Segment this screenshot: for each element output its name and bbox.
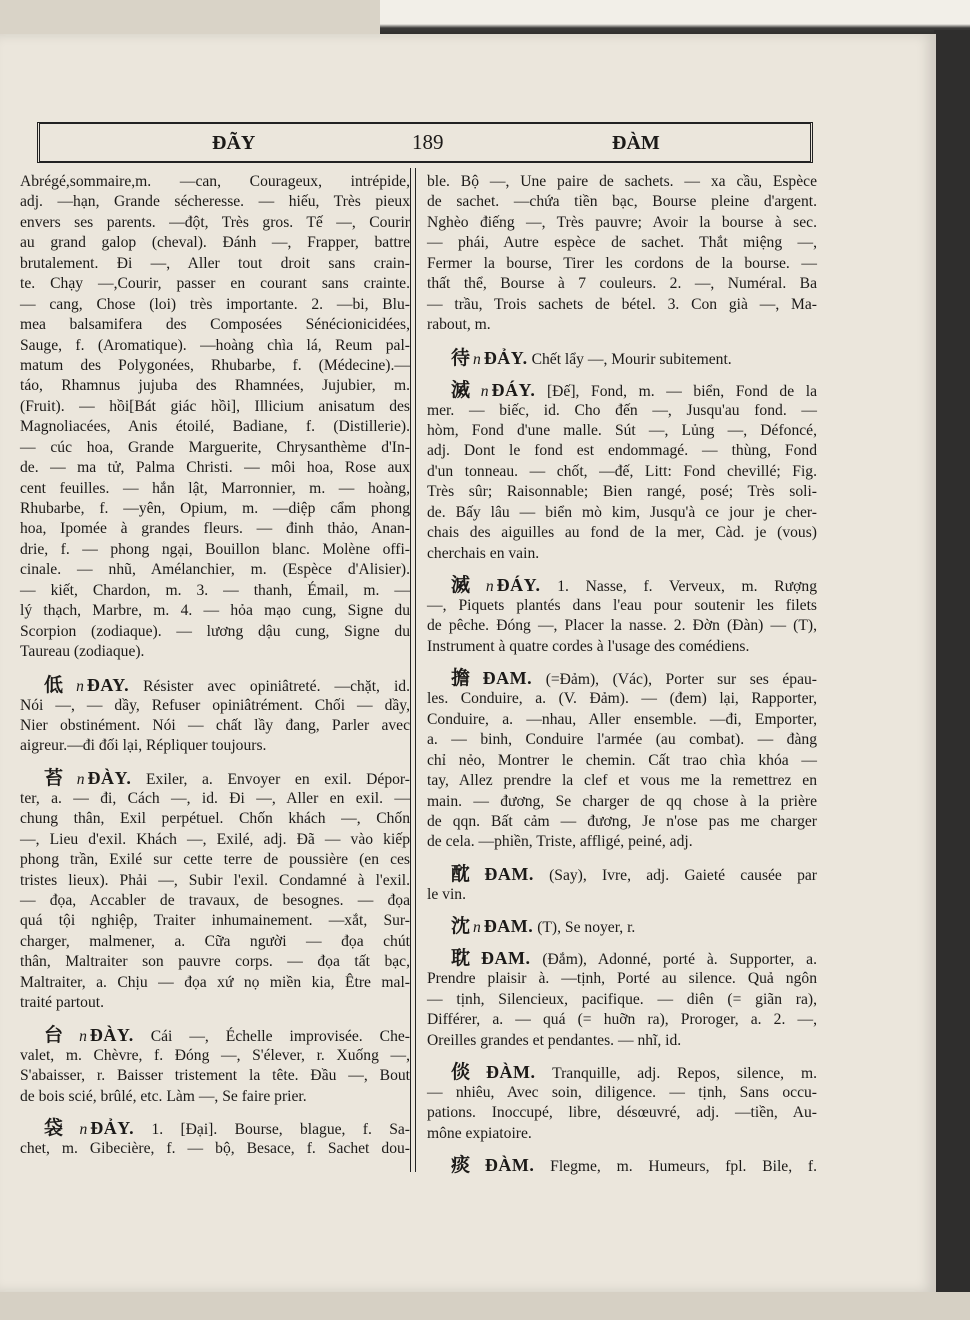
definition-line: mea balsamifera des Composées Sénécionicidées, [20,316,410,334]
headword-line [427,947,817,969]
definition-line: — tịnh, Silencieux, pacifique. — diên (= giãn ra), [427,990,817,1008]
definition-line: de bois scié, brûlé, etc. Làm —, Se faire prier. [20,1087,307,1105]
headword-line [427,1154,817,1176]
book-edge-top [380,0,970,36]
dictionary-entry [427,947,817,1051]
dictionary-entry [427,667,817,853]
headword-line [20,674,410,696]
headword-character: 袋 [44,1117,77,1139]
part-of-speech: n [480,382,489,400]
headword-romanization: ĐAM. [483,916,534,937]
headword-romanization: ĐAM. [482,668,533,689]
definition-line: Nói —, — dầy, Refuser opiniâtrément. Chối — dầy, [20,696,410,714]
definition-line: —, Piquets plantés dans l'eau pour soutenir les filets [427,597,817,614]
book-edge-right [934,30,970,1320]
headword-character: 台 [44,1024,77,1046]
definition-text: Cái —, Échelle improvisée. Che- [150,1027,410,1045]
definition-line: phong trần, Exilé sur cette terre de poussière (en ces [20,851,410,869]
headword [20,1024,134,1046]
headword-character: 倓 [451,1062,483,1083]
definition-line: aigreur.—đi đối lại, Répliquer toujours. [20,737,267,755]
definition-line: de sachet. —chứa tiền bạc, Bourse pleine d'argent. [427,193,817,211]
headword-character: 苔 [44,767,74,789]
definition-line: brutalement. Đi —, Aller tout droit sans crain- [20,254,410,272]
headword-romanization: ĐAY. [86,674,130,695]
definition-line: de cela. —phiền, Triste, affligé, peiné, adj. [427,833,693,851]
header-right-guide-word: ĐÀM [612,132,660,154]
dictionary-entry [427,574,817,657]
definition-line: hoa, Ipomée à grandes fleurs. — đinh thảo, Anan- [20,520,410,538]
headword-character: 擔 [451,668,480,690]
headword-romanization: ĐÁY. [491,379,536,400]
headword-line [20,1117,410,1139]
part-of-speech: n [79,1120,88,1138]
running-header [37,122,813,163]
definition-line: chet, m. Gibecière, f. — bộ, Besace, f. Sachet dou- [20,1139,410,1157]
dictionary-entry [20,674,410,757]
definition-line: tay, Allez prendre la clef et vous me la remettrez en [427,772,817,790]
headword-romanization: ĐÀM. [484,1155,535,1176]
definition-line: S'abaisser, r. Baisser tristement la tête. Đầu —, Bout [20,1067,410,1085]
headword [427,379,536,401]
definition-line: — đọa, Accabler de travaux, de besognes. — đọa [20,892,410,909]
page-number: 189 [412,130,444,154]
definition-line: pations. Inoccupé, libre, désœuvré, adj. —tiền, Au- [427,1104,817,1122]
dictionary-entry [427,379,817,565]
headword-line [427,379,817,401]
definition-line: drie, f. — phong ngại, Bouillon blanc. Molène offi- [20,540,410,558]
definition-line: traité partout. [20,994,104,1012]
definition-line: tristes lieux). Phải —, Subir l'exil. Condamné à l'exil. [20,871,410,889]
definition-line: — trầu, Trois sachets de bétel. 3. Con già —, Ma- [427,295,817,313]
definition-line: chỉ nẻo, Montrer le chemin. Cất trao chìa khóa — [427,751,817,769]
definition-line: Instrument à quatre cordes à l'usage des comédiens. [427,637,750,655]
headword-character: 痰 [451,1155,482,1177]
definition-line: chais des aiguilles au fond de la mer, Càd. je (vous) [427,524,817,542]
definition-line: au grand galop (cheval). Đánh —, Frapper, battre [20,234,410,252]
headword [427,916,534,938]
definition-line: (Fruit). — hồi[Bát giác hồi], Illicium anisatum des [20,397,410,415]
definition-line: Rhubarbe, f. —yên, Opium, m. —diệp cẩm phong [20,500,410,517]
definition-text: (T), Se noyer, r. [537,919,636,937]
headword [20,674,130,696]
continued-entry [20,172,410,663]
definition-line: — cang, Chose (loi) très importante. 2. —bi, Blu- [20,295,410,313]
definition-line: main. — đương, Se charger de qq chose à la prière [427,792,817,810]
definition-line: charger, malmener, a. Cữa người — đọa chút [20,932,410,950]
headword-romanization: ĐÀY. [89,1024,134,1045]
headword [427,668,533,690]
part-of-speech: n [485,578,494,595]
definition-text: Tranquille, adj. Repos, silence, m. [552,1065,817,1082]
headword [427,347,528,369]
headword [20,1117,135,1139]
definition-line: Fermer la bourse, Tirer les cordons de la bourse. — [427,254,817,272]
definition-text: (Đắm), Adonné, porté à. Supporter, a. [542,951,817,969]
definition-line: Nghèo điếng —, Très pauvre; Avoir la bourse à sec. [427,213,817,231]
definition-line: hòm, Fond d'une malle. Sút —, Lủng —, Défoncé, [427,421,817,439]
headword-romanization: ĐAM. [480,948,531,969]
part-of-speech: n [76,770,85,788]
definition-line: valet, m. Chèvre, f. Đóng —, S'élever, r. Xuống —, [20,1046,410,1064]
definition-line: de. Bấy lâu — biển mò kim, Jusqu'à ce jour je cher- [427,503,817,521]
right-column [427,172,817,1186]
headword-line [427,347,817,369]
dictionary-entry [20,767,410,1014]
headword-character: 沈 [451,916,471,938]
headword-romanization: ĐÁY. [496,575,541,595]
headword [427,1155,535,1177]
headword [427,1062,536,1083]
definition-line: de qqn. Bất cảm — đương, Je n'ose pas me charger [427,812,817,830]
definition-line: adj. —hạn, Grande sécheresse. — hiếu, Très pieux [20,193,410,211]
definition-line: Nier obstinément. Nói — chất lầy đang, Parler avec [20,716,410,734]
headword-romanization: ĐẢY. [483,347,528,368]
headword [427,863,534,885]
definition-line: lý thạch, Marbre, m. 4. — hỏa mạo cung, Signe du [20,602,410,620]
left-column [20,172,410,1169]
column-divider [410,168,416,1172]
definition-text: (=Đảm), (Vác), Porter sur ses épau- [545,671,817,689]
definition-line: —, Lieu d'exil. Khách —, Exilé, adj. Đã — vào kiếp [20,830,410,848]
definition-line: cinale. — nhũ, Amélanchier, m. (Espèce d'Alisier). [20,561,410,579]
definition-line: ble. Bộ —, Une paire de sachets. — xa cầu, Espèce [427,173,817,190]
definition-line: Conduire, a. —nhau, Aller ensemble. —đi, Emporter, [427,710,817,728]
headword [427,575,541,596]
definition-line: Oreilles grandes et pendantes. — nhĩ, id. [427,1031,682,1049]
definition-line: les. Conduire, a. (V. Đảm). — (đem) lại, Rapporter, [427,690,817,708]
definition-line: ter, a. — đi, Cách —, id. Đi —, Aller en exil. — [20,789,410,807]
definition-line: envers ses parents. —đột, Très gros. Tế —, Courir [20,213,410,231]
headword-character: 耽 [451,948,478,970]
definition-line: Magnoliacées, Anis étoilé, Badiane, f. (Distillerie). [20,418,410,436]
headword-character: 待 [451,347,471,369]
continued-entry [427,172,817,336]
part-of-speech: n [473,919,481,937]
headword-line [427,863,817,885]
dictionary-entry [20,1024,410,1107]
definition-text: (Say), Ivre, adj. Gaieté causée par [549,866,817,884]
definition-line: Taureau (zodiaque). [20,643,145,661]
definition-line: quá tội nghiệp, Traiter inhumainement. —xắt, Sur- [20,912,410,930]
dictionary-entry [427,347,817,369]
definition-line: rabout, m. [427,316,491,334]
headword [427,948,531,970]
definition-line: matum des Polygonées, Rhubarbe, f. (Médecine).— [20,356,410,374]
definition-line: cherchais en vain. [427,544,540,562]
definition-line: táo, Rhamnus jujuba des Rhamnées, Jujubier, m. [20,377,410,395]
definition-line: — phái, Autre espèce de sachet. Thắt miệng —, [427,234,817,252]
definition-line: mône expiatoire. [427,1124,532,1142]
definition-line: Sauge, f. (Aromatique). —hoàng chìa lá, Reum pal- [20,336,410,354]
definition-line: — nhiêu, Avec soin, diligence. — tịnh, Sans occu- [427,1084,817,1101]
headword-line [427,574,817,596]
definition-text: Résister avec opiniâtreté. —chặt, id. [143,677,410,695]
definition-line: de. — ma tử, Palma Christi. — môi hoa, Rose aux [20,459,410,477]
definition-line: te. Chạy —,Courir, passer en courant sans crainte. [20,275,410,293]
headword-character: 低 [44,674,74,696]
dictionary-entry [427,915,817,937]
headword-line [427,1061,817,1083]
definition-line: Différer, a. — quá (= huỡn ra), Proroger, a. 2. —, [427,1011,817,1029]
definition-line: Scorpion (zodiaque). — lương dậu cung, Signe du [20,622,410,640]
headword-romanization: ĐÀY. [87,767,132,788]
headword-line [427,915,817,937]
definition-line: a. — binh, Conduire l'armée (au combat). — đàng [427,731,817,749]
definition-text: Chết lẩy —, Mourir subitement. [531,350,732,368]
headword-line [20,1024,410,1046]
headword [20,767,132,789]
dictionary-entry [20,1117,410,1159]
headword-romanization: ĐẢY. [90,1117,135,1138]
definition-line: de pêche. Đóng —, Placer la nasse. 2. Đờn (Đàn) — (T), [427,617,817,635]
definition-line: Prendre plaisir à. —tịnh, Porté au silence. Quả ngôn [427,970,817,988]
definition-text: Flegme, m. Humeurs, fpl. Bile, f. [550,1158,817,1176]
headword-character: 滅 [451,379,478,401]
part-of-speech: n [473,350,481,368]
definition-line: Abrégé,sommaire,m. —can, Courageux, intrépide, [20,173,410,190]
headword-romanization: ĐAM. [484,863,534,884]
header-left-guide-word: ĐÃY [212,132,256,154]
definition-line: — kiết, Chardon, m. 3. — thanh, Émail, m. — [20,581,410,599]
definition-text: Exiler, a. Envoyer en exil. Dépor- [146,770,410,788]
headword-line [427,667,817,689]
definition-line: — cúc hoa, Grande Marguerite, Chrysanthème d'In- [20,438,410,456]
part-of-speech: n [76,677,84,695]
part-of-speech: n [79,1027,87,1045]
definition-line: Maltraiter, a. Chịu — đọa xứ nọ miền kia, Être mal- [20,973,410,991]
dictionary-entry [427,1154,817,1176]
definition-text: [Đế], Fond, m. — biển, Fond de la [546,382,817,400]
definition-line: d'un tonneau. — chốt, —đế, Litt: Fond chevillé; Fig. [427,462,817,480]
headword-line [20,767,410,789]
definition-line: Très sûr; Raisonnable; Bien rangé, posé; Très soli- [427,483,817,501]
definition-line: le vin. [427,885,466,903]
definition-line: cent feuilles. — hắn lật, Marronnier, m. — hoàng, [20,479,410,497]
dictionary-entry [427,1061,817,1144]
headword-romanization: ĐÀM. [486,1062,536,1082]
headword-character: 滅 [451,575,483,596]
definition-text: 1. [Đại]. Bourse, blague, f. Sa- [151,1120,410,1138]
definition-line: thất thể, Bourse à 7 couleurs. 2. —, Numéral. Ba [427,275,817,293]
definition-line: chung thân, Exil perpétuel. Chốn khách —, Chốn [20,810,410,828]
definition-line: adj. Dont le fond est endommagé. — thùng, Fond [427,442,817,460]
definition-line: mer. — biếc, id. Cho đến —, Jusqu'au fond. — [427,401,817,419]
headword-character: 酖 [451,863,482,885]
definition-line: thân, Maltraiter son pauvre corps. — đọa tất bạc, [20,953,410,971]
definition-text: 1. Nasse, f. Verveux, m. Rượng [557,578,817,595]
page-bottom-margin [0,1292,970,1320]
dictionary-entry [427,863,817,905]
